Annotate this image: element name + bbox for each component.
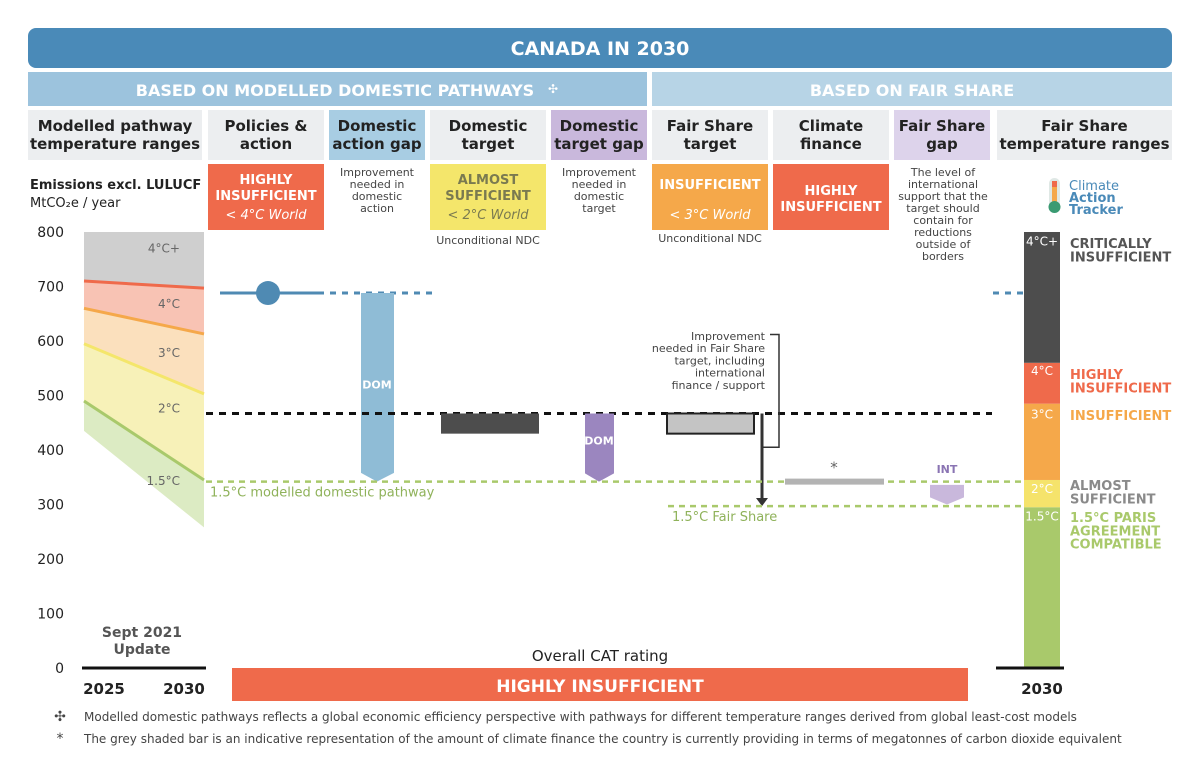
column-header-dom_target_gap-text-line-1: target gap bbox=[554, 135, 644, 153]
rating-dom-target-1: ALMOST bbox=[457, 173, 519, 188]
fs-rating-3-line-1: SUFFICIENT bbox=[1070, 492, 1156, 508]
axis-title-line-1: Emissions excl. LULUCF bbox=[30, 178, 202, 193]
modelled-15-label: 1.5°C modelled domestic pathway bbox=[210, 485, 435, 501]
column-header-finance-text-line-1: finance bbox=[800, 135, 862, 153]
note-fs-improve-line-1: needed in Fair Share bbox=[651, 342, 765, 356]
column-header-dom_target-text-line-1: target bbox=[461, 135, 515, 153]
domestic-target-bar bbox=[441, 413, 539, 433]
rating-finance-1: HIGHLY bbox=[804, 184, 858, 199]
note-dom-gap-line-2: domestic bbox=[351, 190, 403, 203]
logo-text-1: Climate bbox=[1069, 179, 1120, 194]
rating-dom-target-2: SUFFICIENT bbox=[445, 189, 531, 204]
cat-logo bbox=[1049, 178, 1061, 213]
pathway-label-0: 4°C+ bbox=[147, 241, 180, 256]
column-header-fs_target-text-line-0: Fair Share bbox=[666, 117, 754, 135]
pathway-label-1: 4°C bbox=[157, 296, 180, 311]
fs-rating-1-line-0: HIGHLY bbox=[1070, 368, 1123, 383]
column-header-fs_gap-text-line-0: Fair Share bbox=[898, 117, 986, 135]
y-tick-500: 500 bbox=[37, 388, 64, 405]
update-label-line-0: Sept 2021 bbox=[101, 625, 183, 641]
column-header-fs_gap-text-line-1: gap bbox=[926, 135, 958, 153]
column-header-dom_gap-text-line-0: Domestic bbox=[337, 117, 417, 135]
logo-text-3: Tracker bbox=[1069, 203, 1123, 218]
fs-rating-0-line-1: INSUFFICIENT bbox=[1070, 250, 1172, 266]
note-fs-gap-line-6: outside of bbox=[915, 238, 971, 251]
note-dom-target-gap-line-1: needed in bbox=[571, 178, 627, 191]
fs-rating-1-line-1: INSUFFICIENT bbox=[1070, 381, 1172, 397]
note-dom-gap-line-0: Improvement bbox=[340, 166, 414, 179]
note-fs-improve-line-2: target, including bbox=[674, 354, 765, 368]
fs-rating-4-line-1: AGREEMENT bbox=[1070, 524, 1161, 540]
fs-temp-band-label-2: 3°C bbox=[1030, 407, 1054, 422]
fs-rating-3-line-0: ALMOST bbox=[1070, 479, 1131, 494]
y-tick-400: 400 bbox=[37, 443, 64, 459]
y-tick-200: 200 bbox=[37, 552, 64, 568]
band-4c-plus bbox=[84, 232, 204, 288]
note-unconditional-ndc-domestic: Unconditional NDC bbox=[436, 234, 540, 247]
note-dom-gap-line-1: needed in bbox=[349, 178, 405, 191]
thermometer-top bbox=[1052, 181, 1057, 187]
rating-fs-target-world: < 3°C World bbox=[669, 208, 751, 223]
note-fs-gap-line-0: The level of bbox=[910, 166, 976, 179]
y-tick-300: 300 bbox=[37, 497, 64, 514]
fs-rating-2-line-0: INSUFFICIENT bbox=[1070, 409, 1172, 424]
x-label-2030: 2030 bbox=[163, 680, 205, 698]
overall-rating-label: Overall CAT rating bbox=[531, 647, 669, 665]
dom-gap-label: DOM bbox=[362, 378, 392, 392]
pathway-label-4: 1.5°C bbox=[146, 473, 180, 488]
rating-fs-target-1: INSUFFICIENT bbox=[659, 178, 761, 193]
note-dom-target-gap-line-2: domestic bbox=[573, 190, 625, 203]
footnote-mark-1: * bbox=[56, 731, 64, 747]
note-fs-gap-line-7: borders bbox=[921, 250, 965, 263]
climate-finance-bar bbox=[785, 479, 884, 485]
fair-15-label: 1.5°C Fair Share bbox=[672, 510, 778, 526]
fs-temp-band-label-4: 1.5°C bbox=[1025, 509, 1059, 524]
page-title: CANADA IN 2030 bbox=[510, 38, 690, 60]
footnote-mark-0: ✣ bbox=[54, 709, 66, 725]
column-header-pathway-text-line-1: temperature ranges bbox=[29, 135, 201, 153]
section-modelled-mark: ✣ bbox=[548, 82, 559, 96]
note-fs-gap-line-1: international bbox=[907, 178, 979, 191]
y-tick-0: 0 bbox=[55, 661, 64, 677]
note-fs-improve-line-3: international bbox=[694, 366, 765, 380]
fs-rating-0-line-0: CRITICALLY bbox=[1070, 237, 1152, 252]
footnote-text-1: The grey shaded bar is an indicative representation of the amount of climate finance the country is currently providing in terms of megatonnes of carbon dioxide equivalent bbox=[84, 732, 1122, 746]
int-label: INT bbox=[936, 462, 958, 476]
note-fs-improve-line-0: Improvement bbox=[691, 330, 765, 343]
int-arrow bbox=[930, 485, 964, 505]
y-tick-700: 700 bbox=[37, 279, 64, 296]
logo-text-2: Action bbox=[1069, 191, 1116, 206]
footnote-text-0: Modelled domestic pathways reflects a global economic efficiency perspective with pathways for different temperature ranges derived from global least-cost models bbox=[84, 710, 1077, 724]
note-fs-gap-line-5: reductions bbox=[914, 226, 972, 239]
climate-finance-asterisk: * bbox=[830, 458, 838, 477]
fs-temp-band-label-1: 4°C bbox=[1030, 363, 1054, 378]
x-label-right-2030: 2030 bbox=[1021, 680, 1063, 698]
column-header-dom_target-text-line-0: Domestic bbox=[448, 117, 528, 135]
fs-rating-4-line-2: COMPATIBLE bbox=[1070, 537, 1162, 553]
column-header-dom_gap-text-line-1: action gap bbox=[332, 135, 422, 153]
rating-policies-world: < 4°C World bbox=[225, 208, 307, 223]
note-dom-target-gap-line-0: Improvement bbox=[562, 166, 636, 179]
y-tick-100: 100 bbox=[37, 606, 64, 623]
note-fs-gap-line-3: target should bbox=[906, 202, 980, 215]
column-header-policies-text-line-1: action bbox=[239, 135, 293, 153]
fair-share-target-bar bbox=[667, 413, 754, 433]
fs-rating-4-line-0: 1.5°C PARIS bbox=[1070, 511, 1157, 526]
thermometer-bulb bbox=[1049, 201, 1061, 213]
fs-temp-band-label-3: 2°C bbox=[1030, 482, 1054, 497]
fs-temp-band-0 bbox=[1024, 507, 1060, 668]
overall-rating-value: HIGHLY INSUFFICIENT bbox=[496, 677, 704, 697]
rating-policies-2: INSUFFICIENT bbox=[215, 189, 317, 204]
rating-policies-1: HIGHLY bbox=[239, 173, 293, 188]
fs-temp-band-4 bbox=[1024, 232, 1060, 363]
pathway-label-3: 2°C bbox=[157, 401, 180, 416]
column-header-dom_target_gap-text-line-0: Domestic bbox=[559, 117, 639, 135]
axis-title-line-2: MtCO₂e / year bbox=[30, 196, 121, 211]
note-fs-improve-line-4: finance / support bbox=[671, 378, 765, 392]
column-header-policies-text-line-0: Policies & bbox=[224, 117, 308, 135]
policies-dot bbox=[256, 281, 280, 305]
note-fs-gap-line-2: support that the bbox=[898, 190, 988, 203]
column-header-fs_temp-text-line-1: temperature ranges bbox=[999, 135, 1170, 153]
update-label-line-1: Update bbox=[113, 642, 171, 658]
rating-finance-2: INSUFFICIENT bbox=[780, 200, 882, 215]
section-fair-title: BASED ON FAIR SHARE bbox=[809, 81, 1015, 100]
section-modelled-title: BASED ON MODELLED DOMESTIC PATHWAYS bbox=[135, 81, 535, 100]
y-tick-600: 600 bbox=[37, 334, 64, 350]
note-fs-gap-line-4: contain for bbox=[913, 214, 973, 227]
column-header-fs_temp-text-line-0: Fair Share bbox=[1041, 117, 1128, 135]
dom-target-gap-label: DOM bbox=[584, 434, 614, 448]
x-label-2025: 2025 bbox=[83, 680, 125, 698]
column-header-finance-text-line-0: Climate bbox=[798, 117, 864, 135]
note-dom-target-gap-line-3: target bbox=[582, 202, 616, 215]
fs-temp-band-label-0: 4°C+ bbox=[1025, 234, 1059, 249]
note-dom-gap-line-3: action bbox=[360, 202, 394, 215]
y-tick-800: 800 bbox=[37, 225, 64, 241]
note-unconditional-ndc-fair: Unconditional NDC bbox=[658, 232, 762, 245]
pathway-label-2: 3°C bbox=[157, 345, 180, 360]
column-header-pathway-text-line-0: Modelled pathway bbox=[37, 117, 193, 135]
column-header-fs_target-text-line-1: target bbox=[683, 135, 737, 153]
rating-dom-target-world: < 2°C World bbox=[447, 208, 529, 223]
